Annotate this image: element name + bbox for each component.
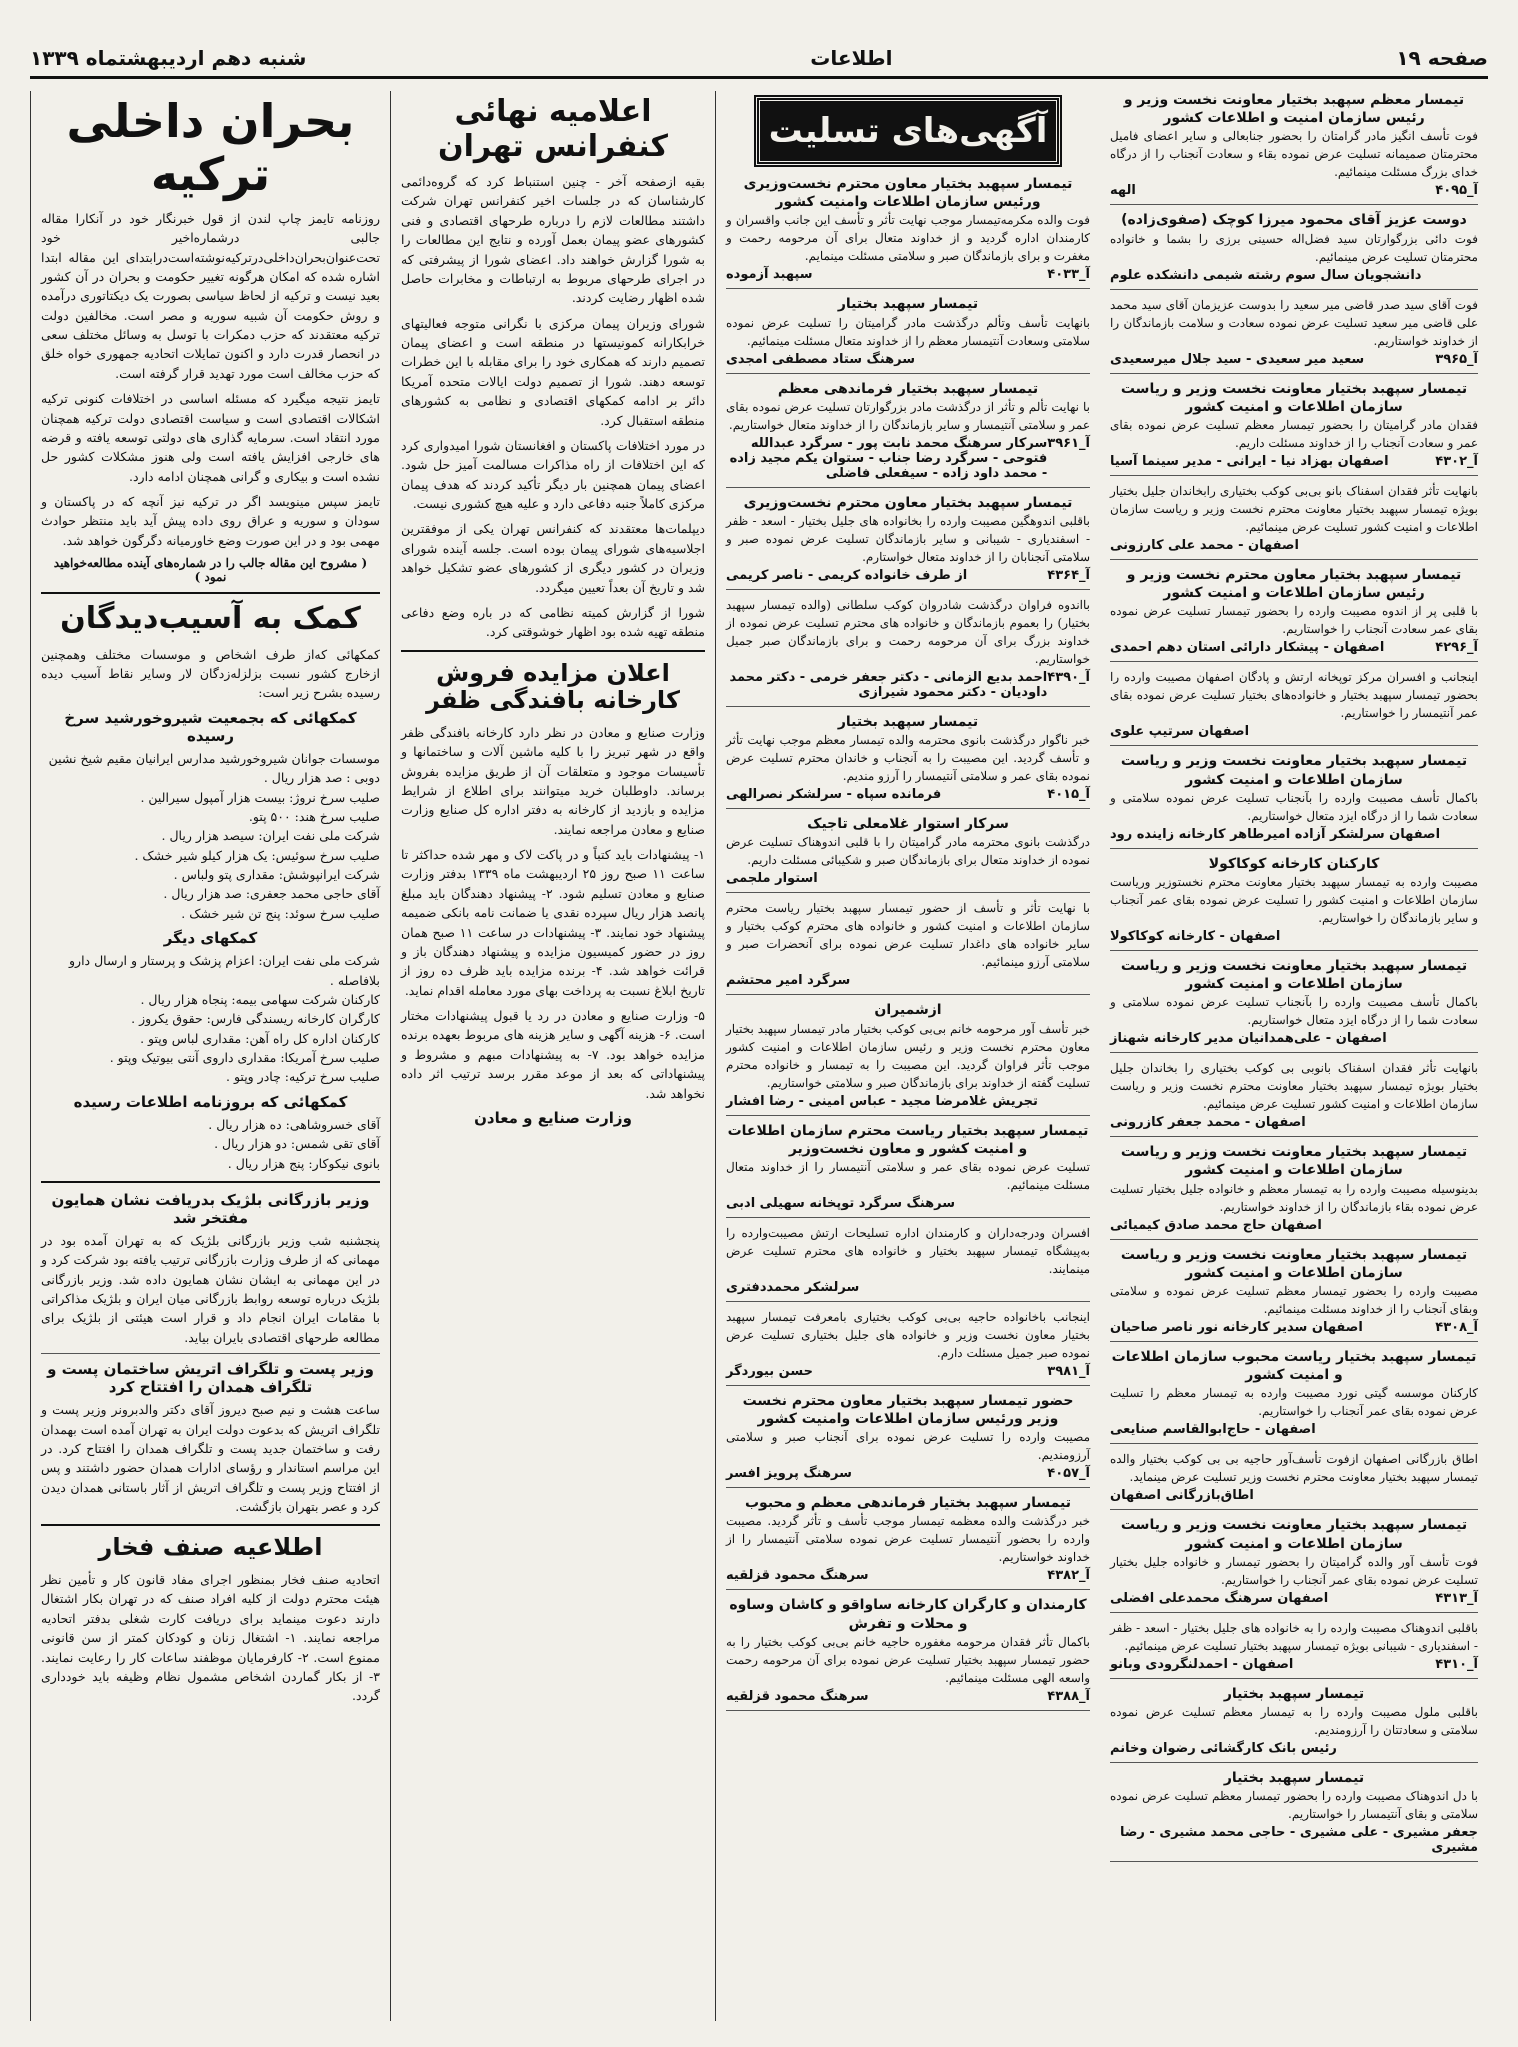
notice-signer: اصفهان - حاج‌ابوالقاسم صنایعی — [1110, 1422, 1316, 1438]
divider — [726, 1217, 1090, 1218]
divider — [1110, 1678, 1478, 1679]
notice-title: کارمندان و کارگران کارخانه ساواقو و کاشان وساوه و محلات و تفرش — [729, 1597, 1087, 1632]
austria-post-body: ساعت هشت و نیم صبح دیروز آقای دکتر والدبرونر وزیر پست و تلگراف اتریش که بدعوت دولت ایران به تهران آمده است بهمدان رفت و ساختمان جدید پست و تلگراف همدان را افتتاح کرد. در این مراسم استاندار و رؤسای ادارات همدان حضور داشتند و پس از افتتاح وزیر پست و تلگراف اتریش از آثار باستانی همدان دیدن کرد و عصر بتهران بازگشت. — [41, 1402, 380, 1515]
notice-title: تیمسار سپهبد بختیار معاونت نخست وزیر و ریاست سازمان اطلاعات و امنیت کشور — [1120, 380, 1468, 415]
notice-signature-row — [726, 436, 1090, 481]
notice-signer: سرهنگ محمود قزلقیه — [726, 1688, 869, 1704]
notice-title: تیمسار سپهبد بختیار معاونت نخست وزیر و ریاست سازمان اطلاعات و امنیت کشور — [1120, 1517, 1468, 1552]
notice-title: تیمسار معظم سپهبد بختیار معاونت نخست وزیر و رئیس سازمان امنیت و اطلاعات کشور — [1123, 92, 1465, 127]
divider — [726, 1487, 1090, 1488]
notice-signature-row — [1110, 827, 1478, 842]
list-item: کارگران کارخانه ریسندگی فارس: حقوق یکروز . — [131, 1011, 380, 1027]
column-2 — [390, 91, 715, 2021]
notice-signer: اصفهان سرتیپ علوی — [1110, 724, 1250, 740]
notice-signature-row — [1110, 1115, 1478, 1130]
notice-body: بدینوسیله مصیبت وارده را به تیمسار معظم و خانواده جلیل بختیار تسلیت عرض نموده بقاء بازماندگان را از خداوند خواستاریم. — [1110, 1181, 1478, 1214]
notice-signer: اصفهان بهزاد نیا - ایرانی - مدیر سینما آسیا — [1110, 453, 1389, 469]
notice-signer: اصفهان سرهنگ محمدعلی افضلی — [1110, 1590, 1329, 1606]
divider — [1110, 1612, 1478, 1613]
notice-signature-row — [726, 1568, 1090, 1583]
notice-body: باقلبی ملول مصیبت وارده را به تیمسار معظم تسلیت عرض نموده سلامتی و سعادتتان را آرزومندیم. — [1110, 1704, 1478, 1737]
condolence-notice — [1110, 566, 1478, 662]
notice-code: آ_۴۲۹۶ — [1435, 640, 1478, 656]
notice-signature-row — [726, 787, 1090, 802]
notice-body: خبر ناگوار درگذشت بانوی محترمه والده تیمسار معظم موجب نهایت تأثر و تأسف گردید. این مصیبت را به آنجناب و خاندان محترم تسلیت عرض نموده بقای عمر و سلامتی آنتیمسار را آرزو مندیم. — [726, 733, 1090, 784]
divider — [1110, 559, 1478, 560]
divider — [1110, 745, 1478, 746]
notice-title: تیمسار سپهبد بختیار فرماندهی معظم — [777, 380, 1039, 397]
notice-code: آ_۴۳۸۲ — [1047, 1568, 1090, 1584]
notice-signer: حسن بیوردگر — [726, 1363, 813, 1379]
notice-signer: سرهنگ ستاد مصطفی امجدی — [726, 351, 916, 367]
divider — [1110, 289, 1478, 290]
relief-sub-red-lion: کمکهائی که بجمعیت شیروخورشید سرخ رسیده — [64, 708, 357, 745]
conference-body-4: دیپلمات‌ها معتقدند که کنفرانس تهران یکی از موفقترین اجلاسیه‌های شورای پیمان بوده است. جلسه آینده شورای وزیران در کشور دیگری از کشورهای عضو تشکیل خواهد شد و تاریخ آن بعداً تعیین میگردد. — [401, 521, 705, 595]
notice-code: آ_۴۳۰۲ — [1435, 453, 1478, 469]
notice-body: بانهایت تأسف وتألم درگذشت مادر گرامیتان را تسلیت عرض نموده سلامتی وسعادت آنتیمسار معظم را از خداوند متعال مسئلت مینمائیم. — [726, 315, 1090, 348]
notice-body: اطاق بازرگانی اصفهان ازفوت تأسف‌آور حاجیه بی بی کوکب بختیار والده تیمسار سپهبد بختیار معاونت محترم نخست وزیر تسلیت عرض مینماید. — [1110, 1452, 1478, 1485]
notice-signature-row — [1110, 1741, 1478, 1756]
column-3 — [715, 91, 1100, 2021]
column-1 — [30, 91, 390, 2021]
column-4 — [1100, 91, 1488, 2021]
divider — [1110, 1509, 1478, 1510]
divider — [726, 589, 1090, 590]
notice-code: آ_۴۳۶۴ — [1047, 567, 1090, 583]
notice-signature-row — [726, 973, 1090, 988]
list-item: آقای تقی شمس: دو هزار ریال . — [214, 1136, 380, 1152]
list-item: صلیب سرخ ترکیه: چادر وپتو . — [226, 1069, 380, 1085]
auction-headline: اعلان مزایده فروش کارخانه بافندگی ظفر — [426, 658, 680, 715]
list-item: صلیب سرخ نروژ: بیست هزار آمپول سیرالین . — [140, 789, 380, 805]
list-item: کارکنان شرکت سهامی بیمه: پنجاه هزار ریال . — [140, 991, 380, 1007]
condolence-notice — [726, 1596, 1090, 1710]
notice-signer: سرگرد امیر محتشم — [726, 973, 851, 989]
list-item: بانوی نیکوکار: پنج هزار ریال . — [227, 1155, 380, 1171]
notice-title: تیمسار سپهبد بختیار معاونت نخست وزیر و ریاست سازمان اطلاعات و امنیت کشور — [1120, 957, 1468, 993]
notice-signature-row — [1110, 183, 1478, 198]
divider — [726, 994, 1090, 995]
notice-title: تیمسار سپهبد بختیار معاون محترم نخست‌وزیری ورئیس سازمان اطلاعات وامنیت کشور — [743, 176, 1073, 211]
list-item: صلیب سرخ سوئیس: یک هزار کیلو شیر خشک . — [134, 847, 380, 863]
list-item: شرکت ایرانپوشش: مقداری پتو ولباس . — [173, 867, 380, 883]
notice-code: آ_۴۰۱۵ — [1047, 787, 1090, 803]
notice-title: تیمسار سپهبد بختیار — [1223, 1685, 1365, 1702]
notice-signature-row — [1110, 1320, 1478, 1335]
notice-title: سرکار استوار غلامعلی تاجیک — [807, 816, 1009, 833]
condolence-notice — [726, 1392, 1090, 1488]
columns — [30, 91, 1488, 2021]
notice-signature-row — [1110, 1591, 1478, 1606]
turkey-crisis-note: ( مشروح این مقاله جالب را در شماره‌های آینده مطالعه‌خواهید نمود ) — [53, 556, 368, 585]
condolence-notice — [726, 1224, 1090, 1302]
notice-signature-row — [1110, 268, 1478, 283]
notice-signer: اصفهان - علی‌همدانیان مدیر کارخانه شهناز — [1110, 1031, 1387, 1047]
notice-title: کارکنان کارخانه کوکاکولا — [1208, 855, 1380, 872]
notice-body: خبر تأسف آور مرحومه خانم بی‌بی کوکب بختیار مادر تیمسار سپهبد بختیار معاون محترم نخست وزیر و رئیس سازمان اطلاعات و امنیت کشور موجب تأثر فراوان گردید. این مصیبت را به تیمسار و خانواده محترم تسلیت گفته از خداوند برای بازماندگان صبر و سلامتی خواستاریم. — [726, 1021, 1090, 1090]
divider — [726, 808, 1090, 809]
divider — [726, 288, 1090, 289]
auction-body-2: ۱- پیشنهادات باید کتباً و در پاکت لاک و مهر شده حداکثر تا ساعت ۱۱ صبح روز ۲۵ اردیبهشت ماه ۱۳۳۹ بدفتر وزارت صنایع و معادن تسلیم شود. ۲- پیشنهاد دهندگان باید مبلغ پانصد هزار ریال سپرده نقدی یا ضمانت نامه بانکی ضمیمه پیشنهاد خود نمایند. ۳- پیشنهادات در ساعت ۱۱ صبح همان روز در حضور کمیسیون مزایده و پیشنهاد دهندگان باز و قرائت خواهد شد. ۴- برنده مزایده باید ظرف ده روز از تاریخ ابلاغ نسبت به پرداخت بهای مورد معامله اقدام نماید. — [401, 847, 705, 998]
list-item: صلیب سرخ هند: ۵۰۰ پتو. — [248, 808, 380, 824]
notice-signature-row — [1110, 1218, 1478, 1233]
notice-signer: اصفهان - محمد علی کارزونی — [1110, 537, 1299, 553]
notice-body: مصیبت وارده را بحضور تیمسار معظم تسلیت عرض نموده و سلامتی وبقای آنجناب را از خداوند مسئلت مینمائیم. — [1110, 1284, 1478, 1316]
condolence-notice — [726, 1494, 1090, 1590]
notice-body: فوت دائی بزرگوارتان سید فضل‌اله حسینی برزی را بشما و خانواده محترمتان تسلیت عرض مینمائیم. — [1110, 231, 1478, 264]
divider — [726, 487, 1090, 488]
condolence-notice — [726, 175, 1090, 289]
condolence-notices-col4 — [1110, 91, 1478, 1862]
condolence-notice — [726, 380, 1090, 488]
notice-code: آ_۳۹۶۵ — [1435, 351, 1478, 367]
notice-signer: سعید میر سعیدی - سید جلال میرسعیدی — [1110, 351, 1365, 367]
notice-title: ازشمیران — [874, 1002, 942, 1019]
list-item: صلیب سرخ آمریکا: مقداری داروی آنتی بیوتیک وپتو . — [109, 1050, 380, 1066]
divider — [1110, 1861, 1478, 1862]
divider — [1110, 1762, 1478, 1763]
condolence-notice — [726, 1001, 1090, 1115]
notice-body: با قلبی پر از اندوه مصیبت وارده را بحضور تیمسار تسلیت عرض نموده بقای عمر سعادت آنجناب را خواستاریم. — [1110, 604, 1478, 637]
notice-body: باکمال تأسف مصیبت وارده را بآنجناب تسلیت عرض نموده سلامتی و سعادت شما را از درگاه ایزد متعال خواستاریم. — [1110, 995, 1478, 1028]
notice-signer: تجریش غلامرضا مجید - عباس امینی - رضا افشار — [726, 1093, 1038, 1109]
notice-title: تیمسار سپهبد بختیار معاونت نخست وزیر و ریاست سازمان اطلاعات و امنیت کشور — [1120, 753, 1468, 788]
divider — [726, 373, 1090, 374]
notice-signature-row — [1110, 1422, 1478, 1437]
guild-headline: اطلاعیه صنف فخار — [98, 1533, 323, 1562]
notice-body: بااندوه فراوان درگذشت شادروان کوکب سلطانی (والده تیمسار سپهبد بختیار) را بعموم بازماندگان و خانواده های محترم تسلیت عرض نموده از خداوند بزرگ برای آن مرحومه رحمت و برای بازماندگان صبر جمیل خواستاریم. — [726, 597, 1090, 666]
condolence-notice — [1110, 957, 1478, 1053]
divider — [726, 892, 1090, 893]
divider — [41, 1181, 380, 1183]
notice-signature-row — [1110, 454, 1478, 469]
condolence-notice — [1110, 1348, 1478, 1444]
tehran-conference-headline: اعلامیه نهائی کنفرانس تهران — [438, 94, 668, 164]
list-item: موسسات جوانان شیروخورشید مدارس ایرانیان مقیم شیخ نشین دوبی : صد هزار ریال . — [48, 750, 380, 786]
turkey-crisis-body-1: روزنامه تایمز چاپ لندن از قول خبرنگار خود در آنکارا مقاله جالبی درشماره‌اخیر خود تحت‌عنوان‌بحران‌داخلی‌درترکیه‌نوشته‌است‌درابتدای این مقاله ابتدا اشاره شده که امکان هرگونه تغییر حکومت و بحران در آن کشور بعید نیست و ترکیه از لحاظ سیاسی بصورت یک دیکتاتوری درآمده و روش حکومت آن شبیه سوریه و مصر است. مخالفین دولت ترکیه معتقدند که حزب دمکرات با توسل به وسائل مختلف سعی در انحصار قدرت دارد و اکنون تمایلات اتحادیه جمهوری خواه خلق که حزب مخالف است مورد تهدید قرار گرفته است. — [41, 210, 380, 381]
condolence-notice — [726, 815, 1090, 893]
turkey-crisis-body-3: تایمز سپس مینویسد اگر در ترکیه نیز آنچه که در پاکستان و سودان و سوریه و عراق روی داده پیش آید باید منتظر حوادث مهمی بود و در این صورت وضع خاورمیانه دگرگون خواهد شد. — [41, 494, 380, 548]
divider — [726, 1710, 1090, 1711]
list-item: آقای خسروشاهی: ده هزار ریال . — [208, 1116, 380, 1132]
notice-body: اینجانب و افسران مرکز توپخانه ارتش و پادگان اصفهان مصیبت وارده را بحضور تیمسار سپهبد بختیار و خانواده‌های بختیار تسلیت عرض نموده بقای عمر آنتیمسار را خواستاریم. — [1110, 670, 1478, 721]
notice-signer: سرهنگ سرگرد توپخانه سهیلی ادبی — [726, 1195, 956, 1211]
notice-title: دوست عزیز آقای محمود میرزا کوچک (صفوی‌زاده) — [1121, 212, 1467, 229]
relief-intro: کمکهائی که‌از طرف اشخاص و موسسات مختلف وهمچنین ازخارج کشور نسبت بزلزله‌زدگان لار وسایر نقاط آسیب دیده رسیده بشرح زیر است: — [41, 646, 380, 701]
relief-list-1 — [41, 749, 380, 923]
notice-signer: اصفهان سرلشکر آزاده امیرطاهر کارخانه زاینده رود — [1110, 826, 1441, 842]
notice-signer: سرکار سرهنگ محمد نابت پور - سرگرد عبدالله فتوحی - سرگرد رضا جناب - ستوان یکم مجید زاده - محمد داود زاده - سیفعلی فاضلی — [729, 435, 1048, 481]
notice-signature-row — [726, 1364, 1090, 1379]
conference-body-3: در مورد اختلافات پاکستان و افغانستان شورا امیدواری کرد که این اختلافات از راه مذاکرات مسالمت آمیز حل شود. اعضای پیمان همچنین بار دیگر تأکید کردند که هدف پیمان مرکزی کاملاً جنبه دفاعی دارد و علیه هیچ کشوری نیست. — [401, 437, 705, 511]
condolence-notice — [1110, 1059, 1478, 1137]
auction-body-1: وزارت صنایع و معادن در نظر دارد کارخانه بافندگی ظفر واقع در شهر تبریز را با کلیه ماشین آلات و ساختمانها و تأسیسات موجود و متعلقات آن از طریق مزایده بفروش برساند. داوطلبان خرید میتوانند برای اطلاع از شرایط مزایده و بازدید از کارخانه به دفتر اداره کل صنایع وزارت صنایع و معادن مراجعه نمایند. — [401, 724, 705, 837]
notice-signature-row — [726, 1094, 1090, 1109]
notice-body: فوت والده مکرمه‌تیمسار موجب نهایت تأثر و تأسف این جانب واقسران و کارمندان اداره گردید و از خداوند متعال برای آن مرحومه رحمت و مغفرت و برای بازماندگان صبر و سلامتی مسئلت مینمایم. — [726, 213, 1090, 264]
notice-signer: اصفهان - احمدلنگرودی وبانو — [1110, 1656, 1294, 1672]
notice-body: خبر درگذشت والده معظمه تیمسار موجب تأسف و تأثر گردید. مصیبت وارده را بحضور آنتیمسار تسلیت عرض نموده سلامتی آنتیمسار را از خداوند خواستاریم. — [726, 1514, 1090, 1565]
turkey-crisis-headline: بحران داخلی ترکیه — [66, 94, 355, 201]
divider — [1110, 950, 1478, 951]
condolence-notice — [1110, 380, 1478, 476]
notice-code: آ_۴۳۸۸ — [1047, 1688, 1090, 1704]
notice-signer: احمد بدیع الزمانی - دکتر جعفر خرمی - دکتر محمد داودیان - دکتر محمود شیرازی — [729, 669, 1048, 700]
notice-signature-row — [1110, 1488, 1478, 1503]
notice-title: تیمسار سپهبد بختیار معاون محترم نخست‌وزیری — [743, 494, 1073, 511]
auction-signature: وزارت صنایع و معادن — [474, 1108, 632, 1127]
divider — [1110, 1341, 1478, 1342]
divider — [726, 1589, 1090, 1590]
divider — [41, 1524, 380, 1526]
notice-signer: استوار ملجمی — [726, 871, 818, 887]
condolence-notice — [726, 1122, 1090, 1218]
condolence-notice — [1110, 1685, 1478, 1763]
notice-title: تیمسار سپهبد بختیار — [1223, 1769, 1365, 1786]
turkey-crisis-body-2: تایمز نتیجه میگیرد که مسئله اساسی در اختلافات کنونی ترکیه اشکالات اقتصادی است و سیاست اقتصادی دولت ترکیه همچنان مورد انتقاد است. سرمایه گذاری های دولتی توسعه یافته و قرضه های خارجی افزایش یافته است ولی هنوز مشکلات کشور حل نشده است و بیکاری و گرانی همچنان ادامه دارد. — [41, 391, 380, 484]
notice-signer: رئیس بانک کارگشائی رضوان وخانم — [1110, 1740, 1337, 1756]
belgium-minister-headline: وزیر بازرگانی بلژیک بدریافت نشان همایون مفتخر شد — [51, 1190, 370, 1227]
notice-body: بانهایت تأثر فقدان اسفناک بانو بی‌بی کوکب بختیاری رابخاندان جلیل بختیار بویژه تیمسار سپهبد بختیار معاونت محترم نخست وزیر و ریاست سازمان اطلاعات و امنیت کشور تسلیت عرض مینمائیم. — [1110, 483, 1478, 534]
notice-body: درگذشت بانوی محترمه مادر گرامیتان را با قلبی اندوهناک تسلیت عرض نموده از خداوند متعال برای بازماندگان صبر و شکیبائی مسئلت داریم. — [726, 835, 1090, 868]
condolence-notice — [1110, 1769, 1478, 1862]
notice-signature-row — [726, 670, 1090, 700]
condolence-notices-col3 — [726, 175, 1090, 1711]
divider — [726, 706, 1090, 707]
divider — [726, 1385, 1090, 1386]
list-item: کارکنان اداره کل راه آهن: مقداری لباس وپتو . — [140, 1030, 380, 1046]
notice-body: باکمال تأسف مصیبت وارده را بآنجناب تسلیت عرض نموده سلامتی و سعادت شما را از درگاه ایزد متعال خواستاریم. — [1110, 790, 1478, 823]
condolence-notice — [726, 1308, 1090, 1386]
relief-sub-newspaper: کمکهائی که بروزنامه اطلاعات رسیده — [73, 1092, 348, 1111]
condolence-notice — [1110, 855, 1478, 951]
page-number: صفحه ۱۹ — [1396, 46, 1488, 70]
notice-body: فوت تأسف آور والده گرامیتان را بحضور تیمسار و خانواده جلیل بختیار تسلیت عرض نموده بقای عمر آنجناب را خواستاریم. — [1110, 1554, 1478, 1587]
divider — [1110, 1239, 1478, 1240]
condolence-notice — [726, 295, 1090, 373]
divider — [726, 1301, 1090, 1302]
conference-body-1: بقیه ازصفحه آخر - چنین استنباط کرد که گروه‌دائمی کارشناسان که در جلسات اخیر کنفرانس تهران شرکت داشتند مطالعات لازم را درباره طرحهای اقتصادی و فنی کشورهای عضو پیمان بعمل آورده و نتایج این مطالعات را به شورا گزارش خواهند داد. اعضای شورا از پیشرفتی که در اجرای طرحهای مربوط به ارتباطات و مخابرات حاصل شده اظهار رضایت کردند. — [401, 174, 705, 306]
notice-body: افسران ودرجه‌داران و کارمندان اداره تسلیحات ارتش مصیبت‌وارده را به‌پیشگاه تیمسار سپهبد بختیار و خانواده های محترم تسلیت عرض مینمایند. — [726, 1225, 1090, 1276]
notice-code: آ_۴۰۳۳ — [1047, 267, 1090, 283]
notice-signer: سرلشکر محمددفتری — [726, 1279, 860, 1295]
notice-signer: از طرف خانواده کریمی - ناصر کریمی — [726, 567, 968, 583]
notice-signer: جعفر مشیری - علی مشیری - حاجی محمد مشیری - رضا مشیری — [1119, 1825, 1478, 1856]
issue-date: شنبه دهم اردیبهشتماه ۱۳۳۹ — [30, 46, 307, 70]
notice-body: باقلبی اندوهگین مصیبت وارده را بخانواده های جلیل بختیار - اسعد - ظفر - اسفندیاری - شیبانی و سایر بازماندگان تسلیت عرض نموده صبر و سلامتی آنجنابان را از خداوند متعال خواستارم. — [726, 513, 1090, 564]
guild-body: اتحادیه صنف فخار بمنظور اجرای مفاد قانون کار و تأمین نظر هیئت محترم دولت از کلیه افراد صنف که در تهران بکار اشتغال دارند دعوت مینماید برای دریافت کارت شغلی بدفتر اتحادیه مراجعه نمایند. ۱- اشتغال زنان و کودکان کمتر از سن قانونی ممنوع است. ۲- کارفرمایان موظفند ساعات کار را رعایت نمایند. ۳- از بکار گماردن اشخاص مشمول نظام وظیفه باید خودداری گردد. — [41, 1572, 380, 1704]
notice-body: مصیبت وارده به تیمسار سپهبد بختیار معاونت محترم نخستوزیر وریاست سازمان اطلاعات و امنیت کشور را تسلیت عرض نموده بقای عمر آنجناب و سایر بازماندگان را خواستاریم. — [1110, 874, 1478, 925]
notice-body: مصیبت وارده را تسلیت عرض نموده برای آنجناب صبر و سلامتی آرزومندیم. — [726, 1430, 1090, 1463]
notice-code: آ_۴۳۹۰ — [1047, 669, 1090, 685]
notice-body: کارکنان موسسه گیتی نورد مصیبت وارده به تیمسار معظم را تسلیت عرض نموده بقای عمر آنجناب را خواستاریم. — [1110, 1386, 1478, 1419]
condolence-notice — [1110, 91, 1478, 205]
list-item: شرکت ملی نفت ایران: اعزام پزشک و پرستار و ارسال دارو بلافاصله . — [69, 953, 380, 988]
notice-body: اینجانب باخانواده حاجیه بی‌بی کوکب بختیاری بامعرفت تیمسار سپهبد بختیار معاون نخست وزیر و خانواده های جلیل بختیاری تسلیت عرض نموده صبر جمیل مسئلت دارم. — [726, 1309, 1090, 1360]
notice-code: آ_۳۹۶۱ — [1047, 435, 1090, 451]
relief-headline: کمک به آسیب‌دیدگان — [60, 601, 361, 637]
notice-code: آ_۴۰۵۷ — [1047, 1466, 1090, 1482]
divider — [1110, 1136, 1478, 1137]
relief-list-3 — [41, 1115, 380, 1173]
notice-code: آ_۴۰۹۵ — [1435, 183, 1478, 199]
notice-body: فوت تأسف انگیز مادر گرامتان را بحضور جنابعالی و سایر اعضای فامیل محترمتان صمیمانه تسلیت عرض نموده بقاء و سعادت آنجناب را از درگاه خدای بزرگ مسئلت مینمائیم. — [1110, 129, 1478, 180]
notice-signature-row — [726, 352, 1090, 367]
notice-code: آ_۴۳۱۳ — [1435, 1590, 1478, 1606]
notice-signer: اصفهان - پیشکار دارائی استان دهم احمدی — [1110, 640, 1385, 656]
conference-body-2: شورای وزیران پیمان مرکزی با نگرانی متوجه فعالیتهای خرابکارانه کمونیستها در منطقه است و اعضای پیمان تصمیم دارند که همکاری خود را برای مقابله با این خطرات توسعه دهند. شورا از تصمیم دولت ایالات متحده آمریکا دائر بر ادامه کمکهای اقتصادی و نظامی به کشورهای منطقه استقبال کرد. — [401, 315, 705, 428]
notice-signer: سرهنگ پرویز افسر — [726, 1466, 852, 1482]
divider — [1110, 373, 1478, 374]
notice-signature-row — [1110, 640, 1478, 655]
condolence-notice — [1110, 482, 1478, 560]
list-item: آقای حاجی محمد جعفری: صد هزار ریال . — [163, 886, 380, 902]
relief-sub-other: کمکهای دیگر — [163, 929, 258, 948]
notice-signer: فرمانده سپاه - سرلشکر نصرالهی — [726, 787, 942, 803]
notice-code: آ_۴۳۰۸ — [1435, 1320, 1478, 1335]
divider — [41, 592, 380, 594]
notice-signer: اطاق‌بازرگانی اصفهان — [1110, 1488, 1254, 1504]
divider — [1110, 1052, 1478, 1053]
divider — [401, 650, 705, 652]
notice-title: تیمسار سپهبد بختیار — [837, 713, 979, 730]
condolence-notice — [1110, 668, 1478, 746]
notice-signature-row — [726, 267, 1090, 282]
notice-code: آ_۳۹۸۱ — [1047, 1363, 1090, 1379]
notice-signer: سپهبد آزموده — [726, 267, 813, 283]
notice-title: تیمسار سپهبد بختیار — [837, 296, 979, 313]
notice-signature-row — [726, 1689, 1090, 1704]
notice-body: با دل اندوهناک مصیبت وارده را بحضور تیمسار معظم تسلیت عرض نموده سلامتی و بقای آنتیمسار را خواستاریم. — [1110, 1789, 1478, 1822]
notice-body: بانهایت تأثر فقدان اسفناک بانوبی بی کوکب بختیاری را بخاندان جلیل بختیار بویژه تیمسار سپهبد بختیار معاونت محترم نخست وزیر و ریاست سازمان اطلاعات و امنیت کشور تسلیت عرض مینمائیم. — [1110, 1061, 1478, 1112]
notice-signature-row — [1110, 1031, 1478, 1046]
condolence-notice — [726, 899, 1090, 995]
condolence-notice — [1110, 1516, 1478, 1612]
notice-title: حضور تیمسار سپهبد بختیار معاون محترم نخست وزیر ورئیس سازمان اطلاعات وامنیت کشور — [742, 1392, 1074, 1428]
condolence-notice — [1110, 211, 1478, 289]
notice-body: با نهایت تأثر و تأسف از حضور تیمسار سپهبد بختیار ریاست محترم سازمان اطلاعات و امنیت کشور و خانواده های محترم کوکب بختیار و سایر خانواده های داغدار تسلیت عرض نموده برای آنحضرات صبر و سلامتی آرزو مینمائیم. — [726, 901, 1090, 970]
list-item: شرکت ملی نفت ایران: سیصد هزار ریال . — [161, 828, 380, 844]
notice-signer: دانشجویان سال سوم رشته شیمی دانشکده علوم — [1110, 267, 1422, 283]
masthead — [30, 40, 1488, 79]
notice-signature-row — [1110, 352, 1478, 367]
notice-body: باقلبی اندوهناک مصیبت وارده را به خانواده های جلیل بختیار - اسعد - ظفر - اسفندیاری - شیبانی بویژه تیمسار سپهبد بختیار تسلیت عرض مینمائیم. — [1110, 1620, 1478, 1653]
notice-signature-row — [1110, 1825, 1478, 1855]
notice-code: آ_۴۳۱۰ — [1435, 1656, 1478, 1672]
notice-signature-row — [1110, 538, 1478, 553]
notice-signer: سرهنگ محمود قزلقیه — [726, 1568, 869, 1584]
condolence-notice — [1110, 1450, 1478, 1510]
divider — [1110, 475, 1478, 476]
notice-signer: اصفهان - کارخانه کوکاکولا — [1110, 928, 1281, 944]
notice-title: تیمسار سپهبد بختیار معاون محترم نخست وزیر و رئیس سازمان اطلاعات و امنیت کشور — [1126, 566, 1462, 602]
notice-signature-row — [726, 871, 1090, 886]
condolence-notice — [726, 713, 1090, 809]
notice-signature-row — [1110, 929, 1478, 944]
relief-list-2 — [41, 951, 380, 1087]
divider — [1110, 848, 1478, 849]
notice-signature-row — [726, 1280, 1090, 1295]
notice-signature-row — [1110, 724, 1478, 739]
condolence-section-title: آگهی‌های تسلیت — [756, 97, 1060, 165]
notice-title: تیمسار سپهبد بختیار ریاست محبوب سازمان اطلاعات و امنیت کشور — [1111, 1349, 1477, 1384]
belgium-minister-body: پنجشنبه شب وزیر بازرگانی بلژیک که به تهران آمده بود در مهمانی که از طرف وزارت بازرگانی ترتیب یافته بود شرکت کرد و در این مهمانی به ایشان نشان همایون داده شد. وزیر بازرگانی بلژیک درباره توسعه روابط بازرگانی میان ایران و بلژیک مذاکراتی با مقامات ایران انجام داد و قرار است هیئتی از بلژیک برای مطالعه طرحهای اقتصادی بایران بیاید. — [41, 1232, 380, 1345]
condolence-notice — [726, 494, 1090, 590]
paper-name: اطلاعات — [810, 46, 893, 70]
conference-closing: شورا از گزارش کمیته نظامی که در باره وضع دفاعی منطقه تهیه شده بود اظهار خوشوقتی کرد. — [401, 604, 705, 640]
condolence-notice — [1110, 296, 1478, 374]
notice-signer: اصفهان - محمد جعفر کازرونی — [1110, 1115, 1306, 1131]
divider — [726, 1115, 1090, 1116]
notice-title: تیمسار سپهبد بختیار ریاست محترم سازمان اطلاعات و امنیت کشور و معاون نخست‌وزیر — [727, 1122, 1089, 1157]
divider — [41, 1353, 380, 1354]
divider — [1110, 661, 1478, 662]
condolence-notice — [726, 596, 1090, 707]
divider — [1110, 1443, 1478, 1444]
notice-body: تسلیت عرض نموده بقای عمر و سلامتی آنتیمسار را از خداوند متعال مسئلت مینمائیم. — [726, 1159, 1090, 1192]
condolence-notice — [1110, 1143, 1478, 1239]
condolence-notice — [1110, 1246, 1478, 1342]
notice-body: فوت آقای سید صدر قاضی میر سعید را بدوست عزیزمان آقای سید محمد علی قاضی میر سعید تسلیت عرض نموده سعادت و سلامت بازماندگان را از خداوند خواستاریم. — [1110, 297, 1478, 348]
notice-signer: اصفهان حاج محمد صادق کیمیائی — [1110, 1217, 1322, 1233]
notice-title: تیمسار سپهبد بختیار معاونت نخست وزیر و ریاست سازمان اطلاعات و امنیت کشور — [1120, 1144, 1468, 1179]
notice-body: باکمال تأثر فقدان مرحومه مغفوره حاجیه خانم بی‌بی کوکب بختیار را به حضور تیمسار سپهبد بختیار تسلیت عرض نموده برای آن مرحومه رحمت واسعه الهی مسئلت مینمائیم. — [726, 1634, 1090, 1685]
notice-signer: اصفهان سدیر کارخانه نور ناصر صاحیان — [1110, 1320, 1363, 1335]
notice-body: فقدان مادر گرامیتان را بحضور تیمسار معظم تسلیت عرض نموده بقای عمر و سعادت آنجناب را از خداوند مسئلت داریم. — [1110, 417, 1478, 450]
divider — [1110, 204, 1478, 205]
list-item: صلیب سرخ سوئد: پنج تن شیر خشک . — [181, 905, 380, 921]
notice-body: با نهایت تألم و تأثر از درگذشت مادر بزرگوارتان تسلیت عرض نموده بقای عمر و سلامتی آنتیمسار و سایر بازماندگان را از خداوند متعال خواستاریم. — [726, 399, 1090, 432]
notice-signature-row — [726, 1466, 1090, 1481]
notice-signature-row — [726, 1196, 1090, 1211]
notice-title: تیمسار سپهبد بختیار فرماندهی معظم و محبوب — [744, 1495, 1071, 1512]
notice-signature-row — [726, 568, 1090, 583]
condolence-notice — [1110, 752, 1478, 848]
notice-title: تیمسار سپهبد بختیار معاونت نخست وزیر و ریاست سازمان اطلاعات و امنیت کشور — [1120, 1246, 1468, 1281]
notice-signer: الهه — [1110, 183, 1136, 199]
auction-body-3: ۵- وزارت صنایع و معادن در رد یا قبول پیشنهادات مختار است. ۶- هزینه آگهی و سایر هزینه های مربوط بعهده برنده مزایده خواهد بود. ۷- به پیشنهادات مبهم و مشروط و پیشنهاداتی که بعد از موعد مقرر برسد ترتیب اثر داده نخواهد شد. — [401, 1008, 705, 1101]
austria-post-headline: وزیر پست و تلگراف اتریش ساختمان پست و تلگراف همدان را افتتاح کرد — [47, 1360, 374, 1397]
notice-signature-row — [1110, 1657, 1478, 1672]
condolence-notice — [1110, 1619, 1478, 1679]
